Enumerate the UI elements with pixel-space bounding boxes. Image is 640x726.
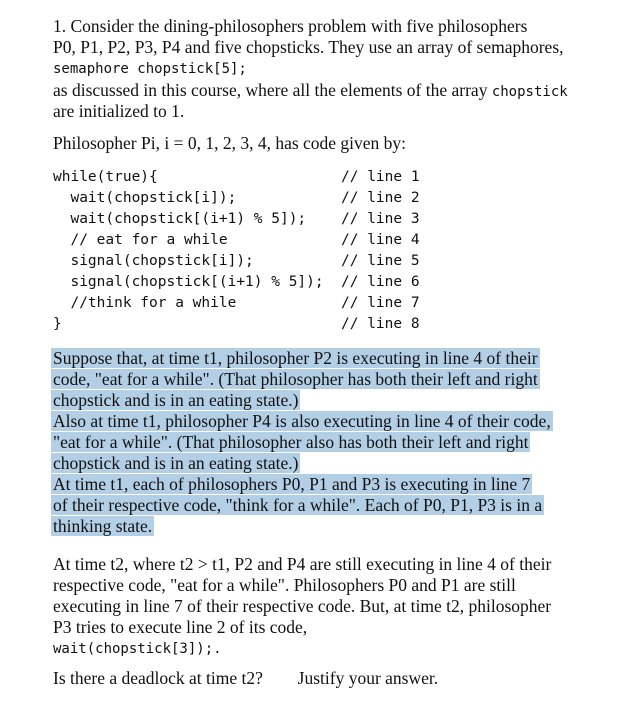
code-comment: // line 4 (341, 232, 420, 248)
highlight-line: At time t1, each of philosophers P0, P1 and P3 is executing in line 7 (53, 474, 531, 494)
code-line: wait(chopstick[i]); (53, 190, 237, 206)
highlight-line: chopstick and is in an eating state.) (53, 390, 299, 410)
code-line: signal(chopstick[i]); (53, 253, 254, 269)
final-question (53, 668, 438, 689)
paragraph-line: At time t2, where t2 > t1, P2 and P4 are still executing in line 4 of their (53, 554, 552, 574)
code-line: while(true){ (53, 169, 158, 185)
question-line-1: 1. Consider the dining-philosophers problem with five philosophers (53, 16, 528, 36)
highlight-line: thinking state. (53, 516, 153, 536)
highlight-line: chopstick and is in an eating state.) (53, 453, 299, 473)
highlight-line: code, "eat for a while". (That philosopher has both their left and right (53, 369, 538, 389)
code-comment: // line 6 (341, 274, 420, 290)
semaphore-declaration: semaphore chopstick[5]; (53, 61, 247, 77)
code-comment: // line 1 (341, 169, 420, 185)
code-comment: // line 5 (341, 253, 420, 269)
code-line: // eat for a while (53, 232, 228, 248)
justify-prompt: Justify your answer. (297, 668, 439, 688)
chopstick-code: chopstick (491, 84, 568, 100)
code-comment: // line 3 (341, 211, 420, 227)
highlight-line: of their respective code, "think for a while". Each of P0, P1, P3 is in a (53, 495, 543, 515)
highlight-line: Also at time t1, philosopher P4 is also executing in line 4 of their code, (53, 411, 551, 431)
highlight-line: Suppose that, at time t1, philosopher P2 is executing in line 4 of their (53, 348, 538, 368)
code-comment: // line 2 (341, 190, 420, 206)
highlight-line: "eat for a while". (That philosopher also has both their left and right (53, 432, 529, 452)
paragraph-line: executing in line 7 of their respective code. But, at time t2, philosopher (53, 596, 552, 616)
question-line-2: P0, P1, P2, P3, P4 and five chopsticks. They use an array of semaphores, (53, 37, 564, 57)
question-line-4-text: as discussed in this course, where all the elements of the array (53, 80, 488, 100)
question-line-4 (53, 80, 568, 103)
code-line: wait(chopstick[(i+1) % 5]); (53, 211, 307, 227)
wait-code: wait(chopstick[3]);. (53, 641, 222, 657)
code-intro: Philosopher Pi, i = 0, 1, 2, 3, 4, has code given by: (53, 133, 407, 153)
paragraph-line: respective code, "eat for a while". Philosophers P0 and P1 are still (53, 575, 516, 595)
code-line: } (53, 316, 62, 332)
code-line: //think for a while (53, 295, 237, 311)
paragraph-line: P3 tries to execute line 2 of its code, (53, 617, 308, 637)
deadlock-question: Is there a deadlock at time t2? (53, 668, 263, 688)
code-comment: // line 8 (341, 316, 420, 332)
code-comment: // line 7 (341, 295, 420, 311)
question-line-5: are initialized to 1. (53, 101, 185, 121)
code-line: signal(chopstick[(i+1) % 5]); (53, 274, 324, 290)
